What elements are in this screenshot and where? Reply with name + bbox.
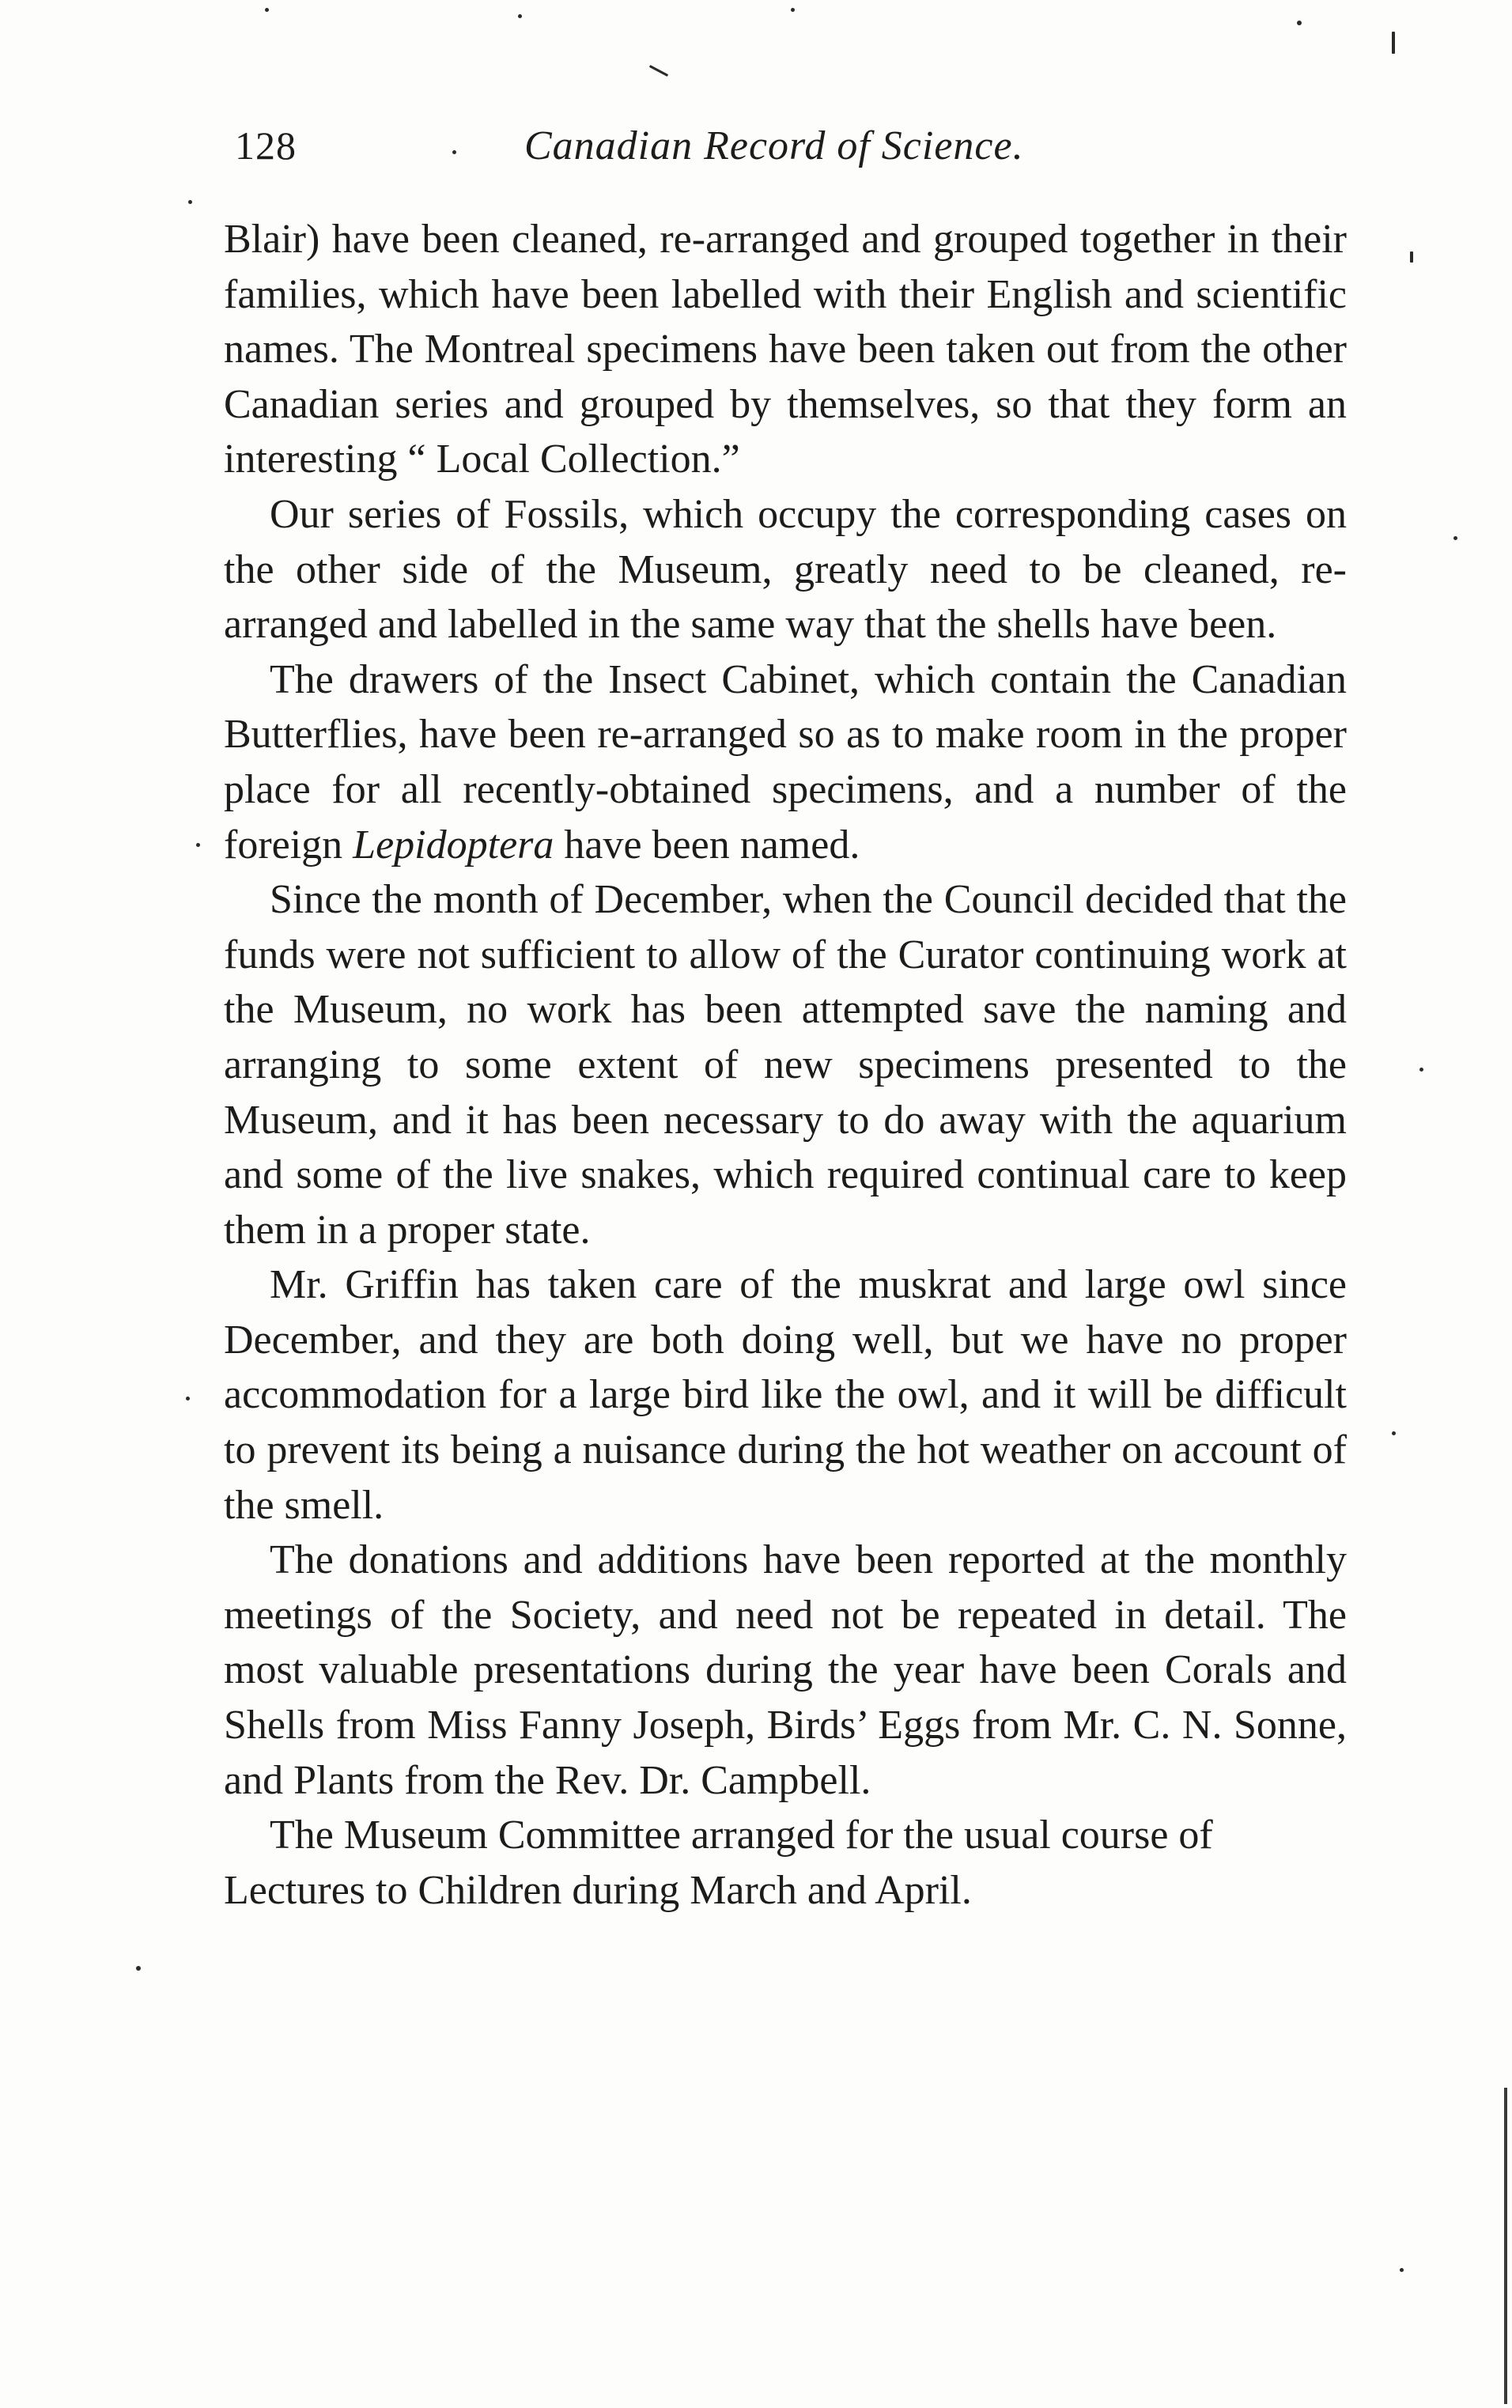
paragraph-donations: The donations and additions have been reported at the monthly meetings of the Society, and need not be repeated in detail. The most valuable presentations during the year have been Corals and Shells from Miss Fanny Joseph, Birds’ Eggs from Mr. C. N. Sonne, and Plants from the Rev. Dr. Campbell. (224, 1537, 1347, 1803)
scan-speck (1410, 251, 1413, 263)
scan-speck (186, 1397, 190, 1401)
paragraph-curator-funds: Since the month of December, when the Council decided that the funds were not sufficient to allow of the Curator continuing work at the Museum, no work has been attempted save the naming and arranging to some extent of new specimens presented to the Museum, and it has been necessary to do away with the aquarium and some of the live snakes, which required continual care to keep them in a proper state. (224, 877, 1347, 1253)
scan-speck (136, 1966, 141, 1971)
scan-speck (1400, 2268, 1404, 2272)
scan-speck (1453, 536, 1457, 540)
page-header (224, 115, 1347, 186)
paragraph-muskrat-owl: Mr. Griffin has taken care of the muskrat and large owl since December, and they are both doing well, but we have no proper accommodation for a large bird like the owl, and it will be difficult to prevent its being a nuisance during the hot weather on account of the smell. (224, 1262, 1347, 1528)
lepidoptera-term: Lepidoptera (353, 822, 554, 868)
scan-speck (452, 150, 456, 154)
insect-text-after: have been named. (554, 822, 860, 868)
scan-speck (188, 200, 192, 204)
scan-edge-line (1504, 2088, 1507, 2404)
body-text (224, 212, 1347, 1918)
paragraph-shell-collection: Blair) have been cleaned, re-arranged and grouped together in their families, which have been labelled with their English and scientific names. The Montreal specimens have been taken out from the other Canadian series and grouped by themselves, so that they form an interesting “ Local Collection.” (224, 217, 1347, 482)
scan-speck (1419, 1068, 1423, 1072)
paragraph-lectures: The Museum Committee arranged for the usual course of Lectures to Children during March and April. (224, 1813, 1213, 1913)
running-title: Canadian Record of Science. (524, 123, 1024, 168)
scan-speck (1392, 1431, 1396, 1435)
scan-speck (1297, 21, 1302, 25)
paragraph-insect-cabinet (224, 652, 1347, 872)
insect-text-before: The drawers of the Insect Cabinet, which contain the Canadian Butterflies, have been re-arranged so as to make room in the proper place for all recently-obtained specimens, and a number of the foreign (224, 656, 1347, 868)
page-number: 128 (235, 123, 297, 168)
scan-speck (791, 8, 795, 12)
scan-speck (196, 843, 200, 847)
scan-speck (1392, 32, 1395, 54)
paragraph-fossils: Our series of Fossils, which occupy the corresponding cases on the other side of the Museum, greatly need to be cleaned, re-arranged and labelled in the same way that the shells have been. (224, 491, 1347, 648)
scan-speck (649, 65, 668, 77)
scan-speck (265, 8, 269, 12)
scan-speck (518, 14, 522, 18)
